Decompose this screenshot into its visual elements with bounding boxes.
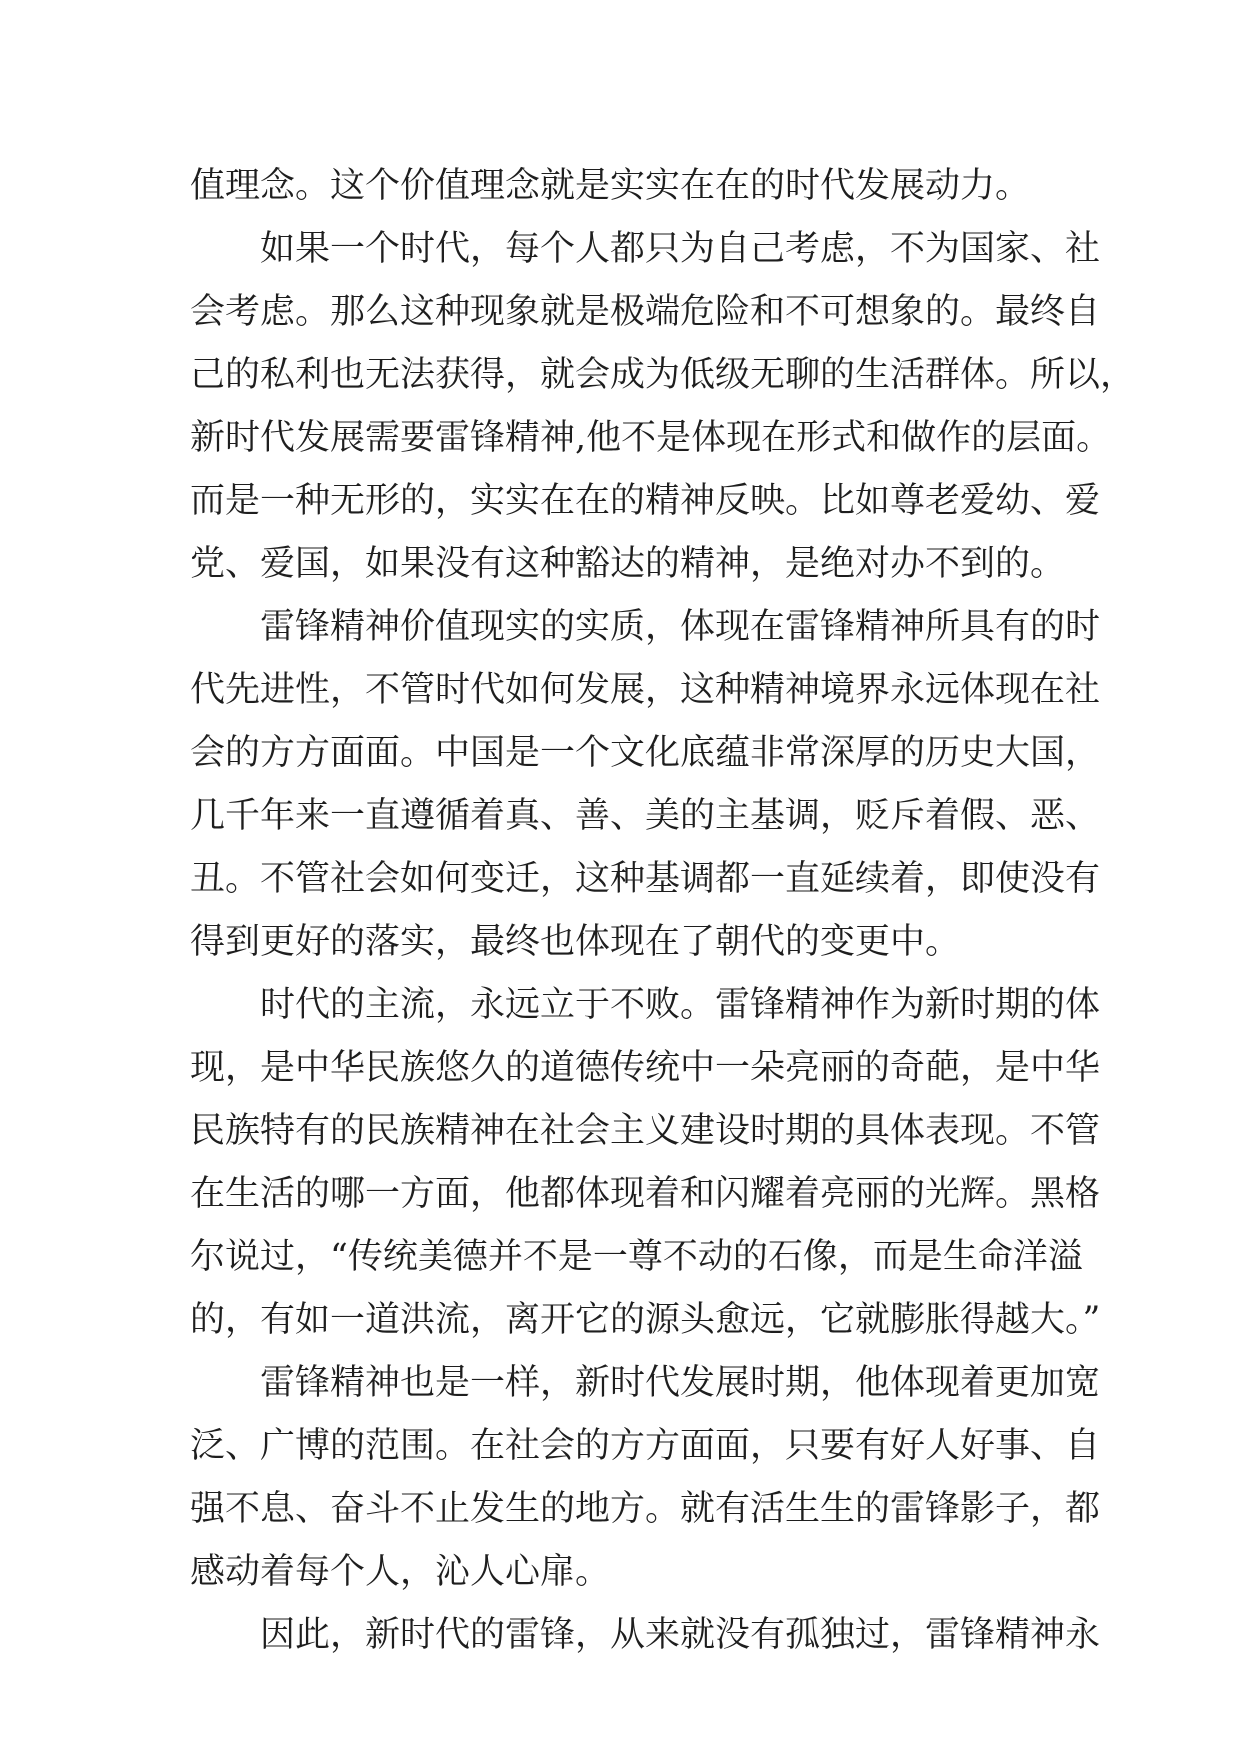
text-line: 代先进性，不管时代如何发展，这种精神境界永远体现在社	[190, 670, 1101, 710]
text-line: 泛、广博的范围。在社会的方方面面，只要有好人好事、自	[190, 1426, 1101, 1466]
text-line: 己的私利也无法获得，就会成为低级无聊的生活群体。所以，	[190, 355, 1136, 395]
paragraph-first-line: 因此，新时代的雷锋，从来就没有孤独过，雷锋精神永	[260, 1615, 1101, 1655]
text-line: 强不息、奋斗不止发生的地方。就有活生生的雷锋影子，都	[190, 1489, 1101, 1529]
text-line: 尔说过，“传统美德并不是一尊不动的石像，而是生命洋溢	[190, 1237, 1083, 1277]
text-line: 民族特有的民族精神在社会主义建设时期的具体表现。不管	[190, 1111, 1101, 1151]
text-line: 党、爱国，如果没有这种豁达的精神，是绝对办不到的。	[190, 544, 1066, 584]
text-line: 得到更好的落实，最终也体现在了朝代的变更中。	[190, 922, 961, 962]
text-line: 新时代发展需要雷锋精神,他不是体现在形式和做作的层面。	[190, 418, 1112, 458]
text-line: 会考虑。那么这种现象就是极端危险和不可想象的。最终自	[190, 292, 1101, 332]
paragraph-first-line: 雷锋精神价值现实的实质，体现在雷锋精神所具有的时	[260, 607, 1101, 647]
document-body-text	[190, 155, 1136, 1667]
text-line: 在生活的哪一方面，他都体现着和闪耀着亮丽的光辉。黑格	[190, 1174, 1101, 1214]
text-line: 会的方方面面。中国是一个文化底蕴非常深厚的历史大国，	[190, 733, 1101, 773]
text-line: 几千年来一直遵循着真、善、美的主基调，贬斥着假、恶、	[190, 796, 1101, 836]
text-line: 现，是中华民族悠久的道德传统中一朵亮丽的奇葩，是中华	[190, 1048, 1101, 1088]
paragraph-first-line: 时代的主流，永远立于不败。雷锋精神作为新时期的体	[260, 985, 1101, 1025]
text-line: 丑。不管社会如何变迁，这种基调都一直延续着，即使没有	[190, 859, 1101, 899]
paragraph-first-line: 如果一个时代，每个人都只为自己考虑，不为国家、社	[260, 229, 1101, 269]
text-line: 的，有如一道洪流，离开它的源头愈远，它就膨胀得越大。”	[190, 1300, 1101, 1340]
paragraph-first-line: 雷锋精神也是一样，新时代发展时期，他体现着更加宽	[260, 1363, 1101, 1403]
text-line: 值理念。这个价值理念就是实实在在的时代发展动力。	[190, 166, 1031, 206]
text-line: 而是一种无形的，实实在在的精神反映。比如尊老爱幼、爱	[190, 481, 1101, 521]
text-line: 感动着每个人，沁人心扉。	[190, 1552, 611, 1592]
